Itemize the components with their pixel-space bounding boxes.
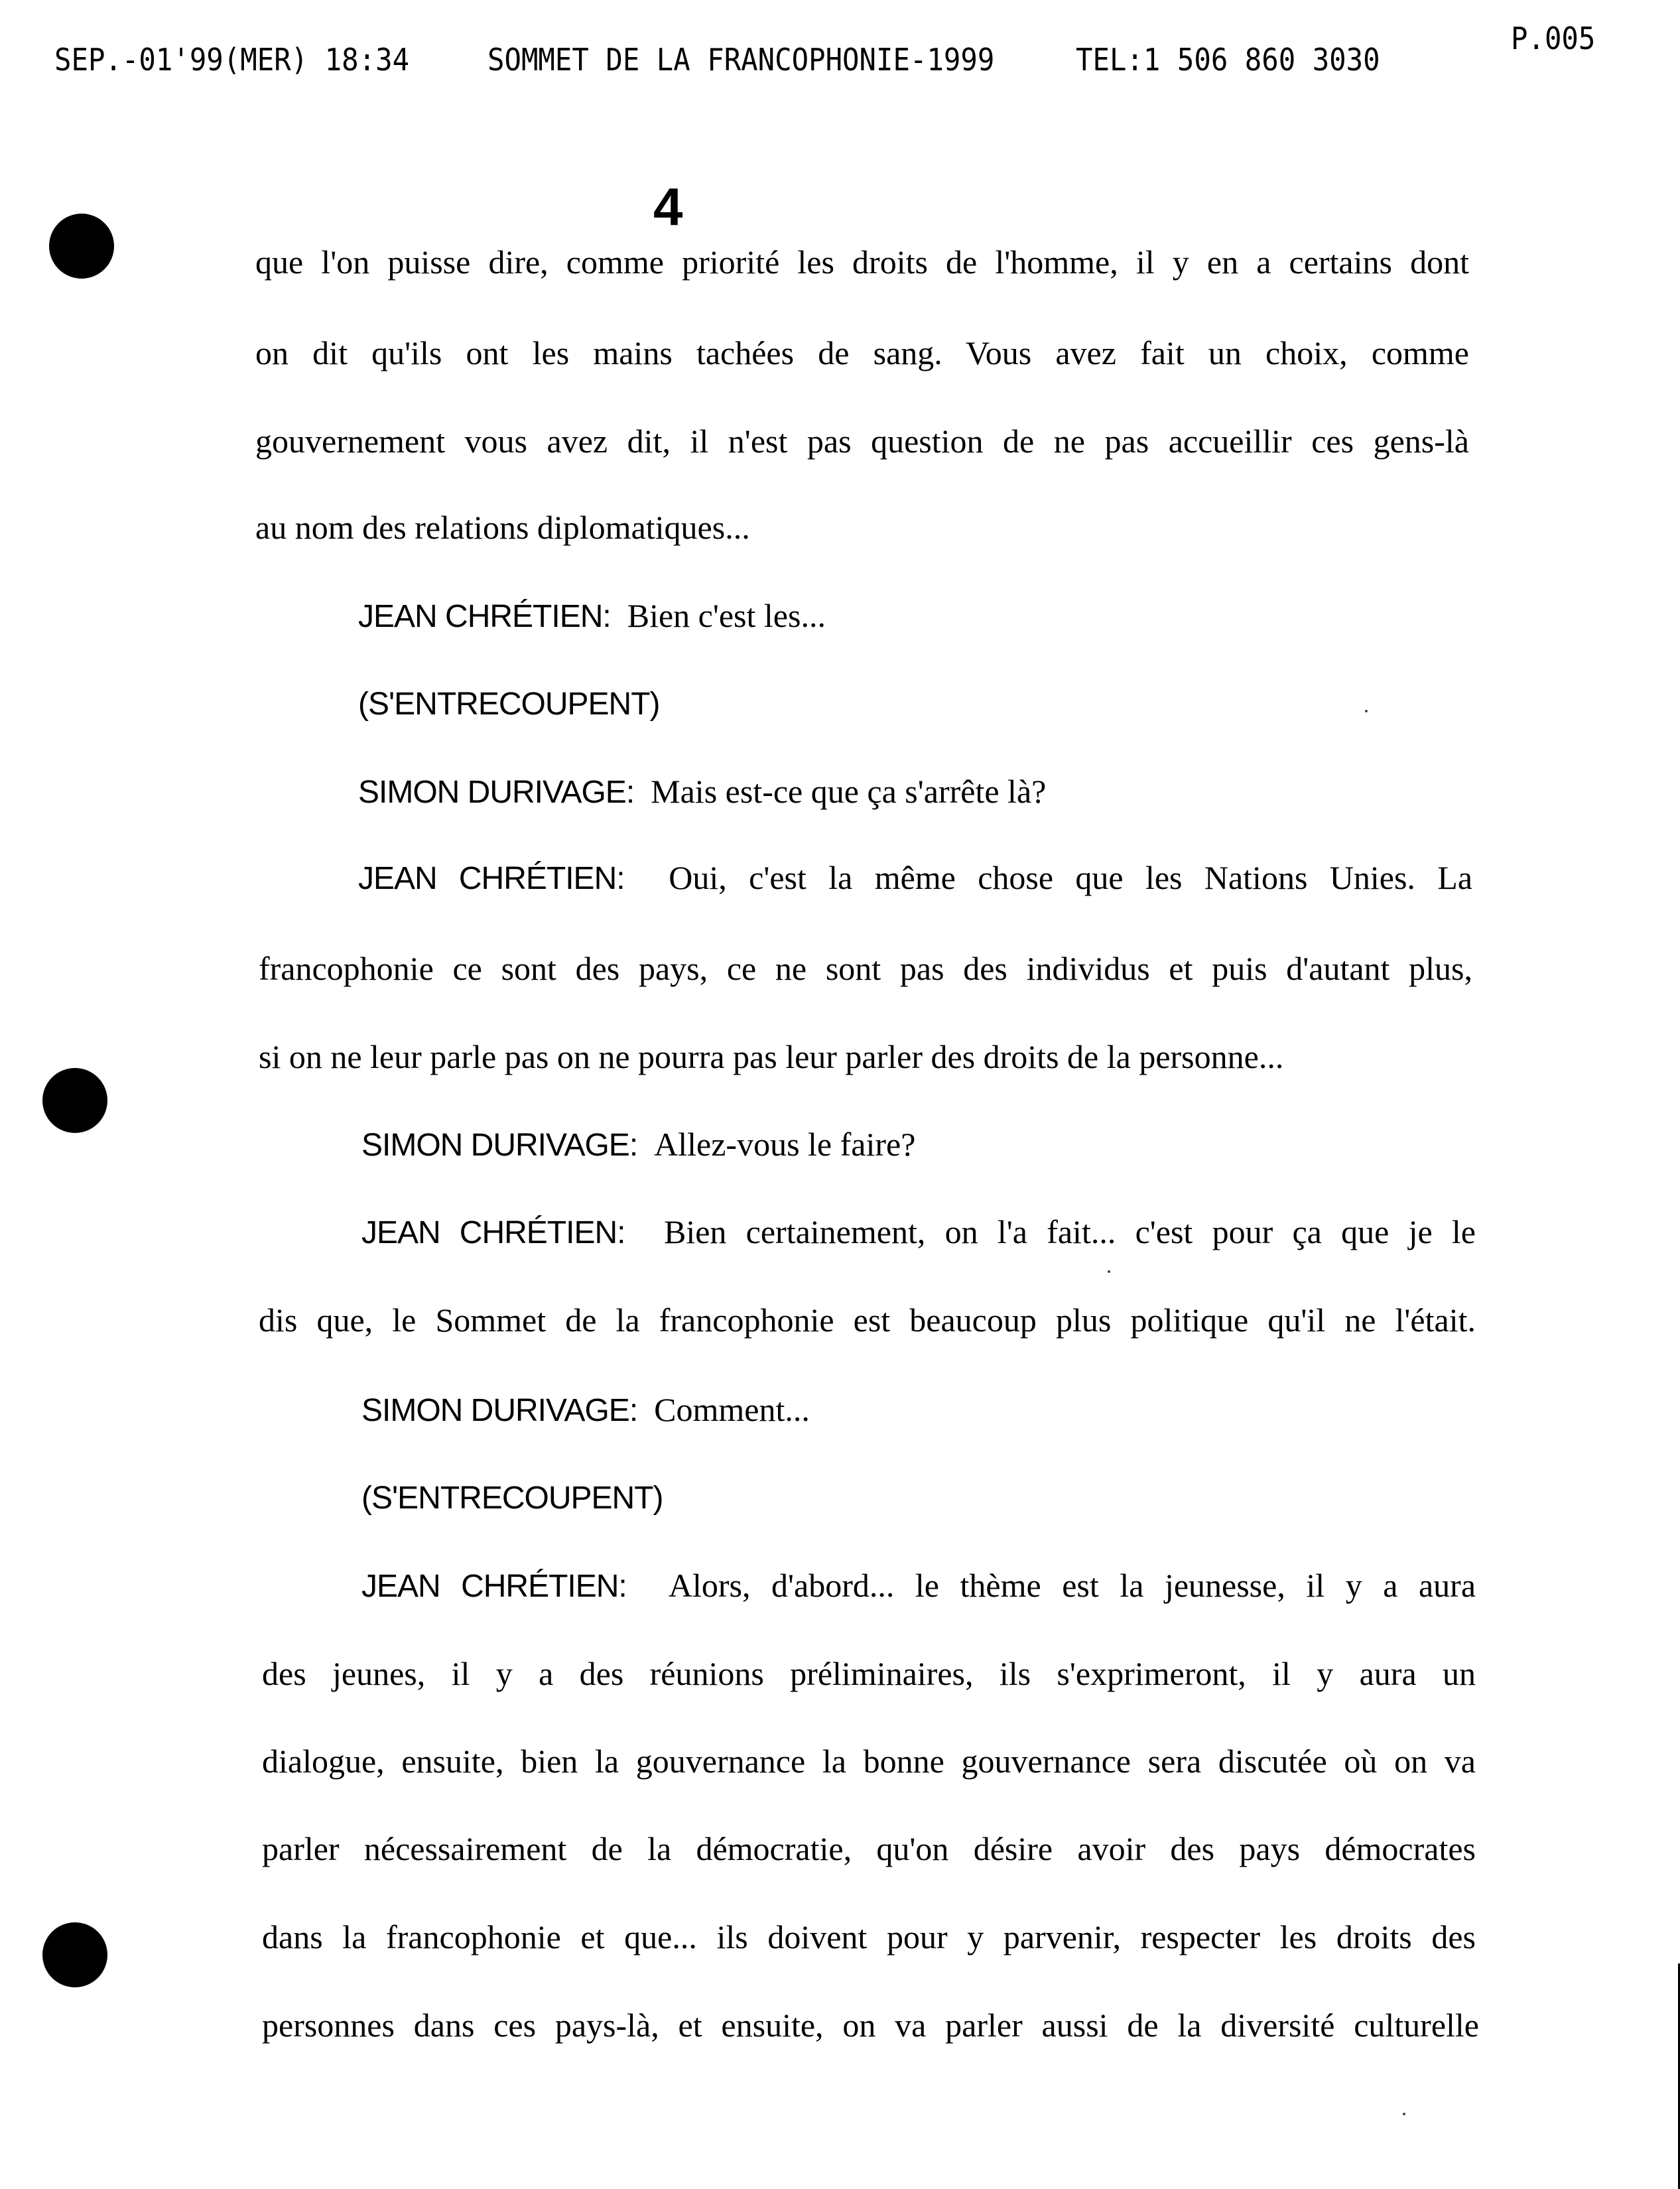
scan-speck (1108, 1270, 1110, 1273)
transcript-line: SIMON DURIVAGE: Comment... (361, 1391, 810, 1428)
transcript-line: dans la francophonie et que... ils doivent pour y parvenir, respecter les droits des (262, 1918, 1476, 1956)
transcript-line: dialogue, ensuite, bien la gouvernance la bonne gouvernance sera discutée où on va (262, 1743, 1476, 1780)
transcript-line: francophonie ce sont des pays, ce ne sont pas des individus et puis d'autant plus, (259, 950, 1472, 987)
transcript-line: on dit qu'ils ont les mains tachées de sang. Vous avez fait un choix, comme (255, 334, 1469, 371)
transcript-line: au nom des relations diplomatiques... (255, 509, 750, 546)
speaker-label: JEAN CHRÉTIEN: (361, 1569, 627, 1604)
transcript-line: JEAN CHRÉTIEN: Bien certainement, on l'a fait... c'est pour ça que je le (361, 1213, 1476, 1250)
fax-date-time: SEP.-01'99(MER) 18:34 (54, 42, 410, 78)
transcript-line: (S'ENTRECOUPENT) (361, 1481, 663, 1516)
transcript-line: dis que, le Sommet de la francophonie est beaucoup plus politique qu'il ne l'était. (259, 1301, 1476, 1339)
transcript-line: (S'ENTRECOUPENT) (358, 687, 660, 722)
transcript-line: SIMON DURIVAGE: Allez-vous le faire? (361, 1126, 916, 1163)
speaker-label: SIMON DURIVAGE: (361, 1393, 638, 1428)
speaker-label: SIMON DURIVAGE: (361, 1128, 638, 1163)
transcript-line: parler nécessairement de la démocratie, qu'on désire avoir des pays démocrates (262, 1830, 1476, 1867)
transcript-line: gouvernement vous avez dit, il n'est pas question de ne pas accueillir ces gens-là (255, 423, 1469, 460)
transcript-line: SIMON DURIVAGE: Mais est-ce que ça s'arrête là? (358, 773, 1047, 810)
punch-hole (42, 1068, 107, 1133)
transcript-line: si on ne leur parle pas on ne pourra pas leur parler des droits de la personne... (259, 1038, 1284, 1075)
fax-phone: TEL:1 506 860 3030 (1076, 42, 1380, 78)
transcript-line: que l'on puisse dire, comme priorité les droits de l'homme, il y en a certains dont (255, 243, 1469, 281)
fax-page: P.005 (1511, 21, 1596, 56)
punch-hole (42, 1922, 107, 1987)
transcript-line: personnes dans ces pays-là, et ensuite, on va parler aussi de la diversité culturelle (262, 2007, 1479, 2044)
scan-speck (1403, 2113, 1405, 2115)
speaker-label: JEAN CHRÉTIEN: (358, 599, 611, 634)
transcript-line: JEAN CHRÉTIEN: Bien c'est les... (358, 597, 826, 634)
speaker-label: JEAN CHRÉTIEN: (358, 861, 625, 896)
transcript-line: JEAN CHRÉTIEN: Alors, d'abord... le thème est la jeunesse, il y a aura (361, 1567, 1476, 1604)
fax-sender: SOMMET DE LA FRANCOPHONIE-1999 (487, 42, 995, 78)
speaker-label: JEAN CHRÉTIEN: (361, 1215, 625, 1250)
transcript-line: des jeunes, il y a des réunions préliminaires, ils s'exprimeront, il y aura un (262, 1655, 1476, 1692)
scan-speck (1365, 710, 1368, 712)
punch-hole (49, 214, 114, 279)
transcript-line: JEAN CHRÉTIEN: Oui, c'est la même chose que les Nations Unies. La (358, 859, 1473, 896)
page-number: 4 (653, 177, 683, 236)
speaker-label: SIMON DURIVAGE: (358, 775, 635, 810)
